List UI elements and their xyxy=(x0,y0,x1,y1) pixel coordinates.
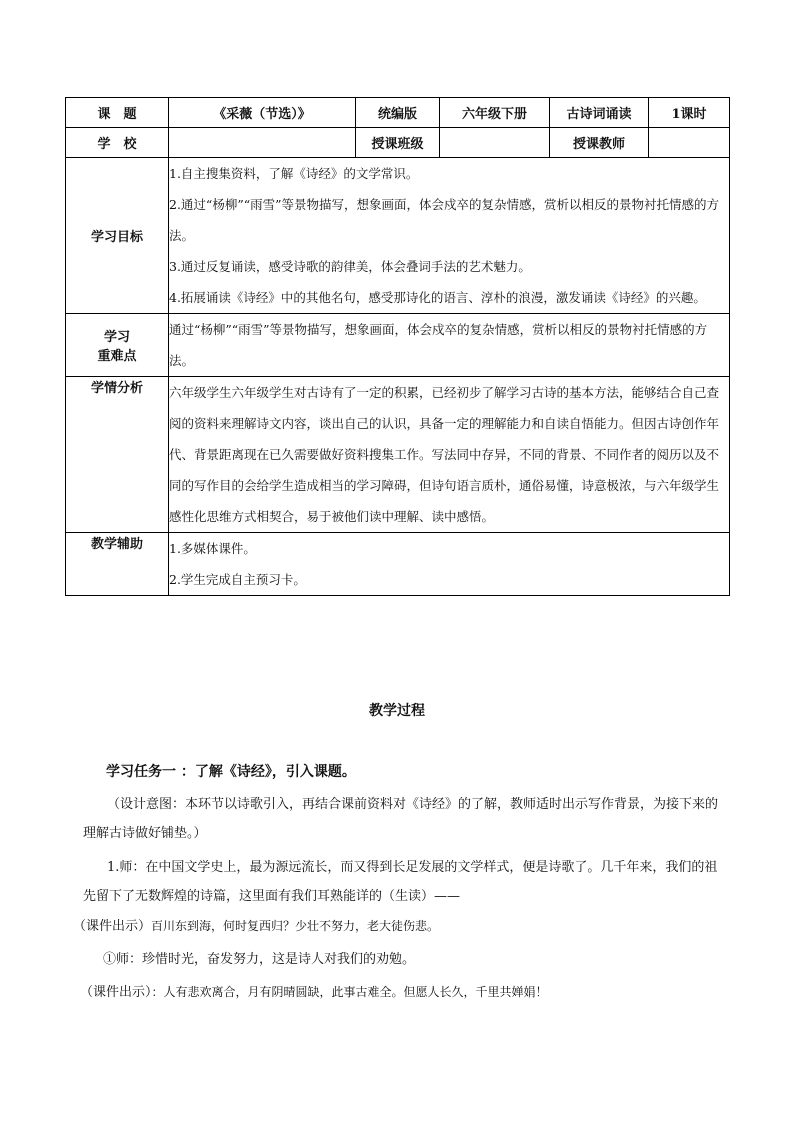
courseware-label: （课件出示） xyxy=(73,919,152,934)
topic-label: 课 题 xyxy=(66,98,169,128)
unit-value: 古诗词诵读 xyxy=(550,98,649,128)
teacher-value xyxy=(649,128,730,158)
analysis-label: 学情分析 xyxy=(66,377,169,533)
class-value xyxy=(440,128,550,158)
grade-value: 六年级下册 xyxy=(440,98,550,128)
school-label: 学 校 xyxy=(66,128,169,158)
class-label: 授课班级 xyxy=(356,128,440,158)
courseware-line-2 xyxy=(80,978,548,1007)
school-value xyxy=(169,128,356,158)
goals-cell xyxy=(169,158,730,314)
difficulty-label-line1: 学习 xyxy=(103,330,130,345)
difficulty-text: 通过“杨柳”“雨雪”等景物描写，想象画面，体会戍卒的复杂情感，赏析以相反的景物衬托情感的方法。 xyxy=(169,314,730,377)
teacher-paragraph-1: 1.师：在中国文学史上，最为源远流长，而又得到长足发展的文学样式，便是诗歌了。几千年来，我们的祖先留下了无数辉煌的诗篇，这里面有我们耳熟能详的（生读）—— xyxy=(83,860,718,904)
table-row-aids xyxy=(66,533,730,596)
aid-item: 1.多媒体课件。 xyxy=(169,541,256,556)
design-intent: （设计意图：本环节以诗歌引入，再结合课前资料对《诗经》的了解，教师适时出示写作背景，为接下来的理解古诗做好铺垫。） xyxy=(83,797,719,841)
task-heading: 学习任务一 ：了解《诗经》，引入课题。 xyxy=(106,764,356,780)
goal-item: 3.通过反复诵读，感受诗歌的韵律美，体会叠词手法的艺术魅力。 xyxy=(169,259,531,274)
teacher-label: 授课教师 xyxy=(550,128,649,158)
table-row-analysis xyxy=(66,377,730,533)
process-title: 教学过程 xyxy=(369,703,425,719)
goals-label: 学习目标 xyxy=(66,158,169,314)
aids-label: 教学辅助 xyxy=(66,533,169,596)
courseware-label: （课件出示） xyxy=(80,985,152,1000)
lesson-plan-table xyxy=(65,97,730,596)
table-row-difficulty xyxy=(66,314,730,377)
goal-item: 2.通过“杨柳”“雨雪”等景物描写，想象画面，体会戍卒的复杂情感，赏析以相反的景物衬托情感的方法。 xyxy=(169,197,719,243)
courseware-line-1 xyxy=(73,912,439,941)
courseware-poem: 百川东到海，何时复西归？少壮不努力，老大徒伤悲。 xyxy=(151,919,440,933)
table-row-school xyxy=(66,128,730,158)
teacher-paragraph-2: ①师：珍惜时光，奋发努力，这是诗人对我们的劝勉。 xyxy=(103,952,416,967)
difficulty-label xyxy=(66,314,169,377)
edition-value: 统编版 xyxy=(356,98,440,128)
courseware-poem: ：人有悲欢离合，月有阴晴圆缺，此事古难全。但愿人长久，千里共婵娟！ xyxy=(151,985,548,999)
topic-value: 《采薇（节选）》 xyxy=(169,98,356,128)
aid-item: 2.学生完成自主预习卡。 xyxy=(169,572,306,587)
aids-cell xyxy=(169,533,730,596)
hours-value: 1课时 xyxy=(649,98,730,128)
table-row-goals xyxy=(66,158,730,314)
goal-item: 1.自主搜集资料，了解《诗经》的文学常识。 xyxy=(169,166,419,181)
difficulty-label-line2: 重难点 xyxy=(97,349,137,364)
analysis-text: 六年级学生六年级学生对古诗有了一定的积累，已经初步了解学习古诗的基本方法，能够结合自己查阅的资料来理解诗文内容，谈出自己的认识，具备一定的理解能力和自读自悟能力。但因古诗创作年代、背景距离现在已久需要做好资料搜集工作。写法同中存异，不同的背景、不同作者的阅历以及不同的写作目的会给学生造成相当的学习障碍，但诗句语言质朴，通俗易懂，诗意极浓，与六年级学生感性化思维方式相契合，易于被他们读中理解、读中感悟。 xyxy=(169,377,730,533)
table-row-topic xyxy=(66,98,730,128)
goal-item: 4.拓展诵读《诗经》中的其他名句，感受那诗化的语言、淳朴的浪漫，激发诵读《诗经》的兴趣。 xyxy=(169,290,706,305)
